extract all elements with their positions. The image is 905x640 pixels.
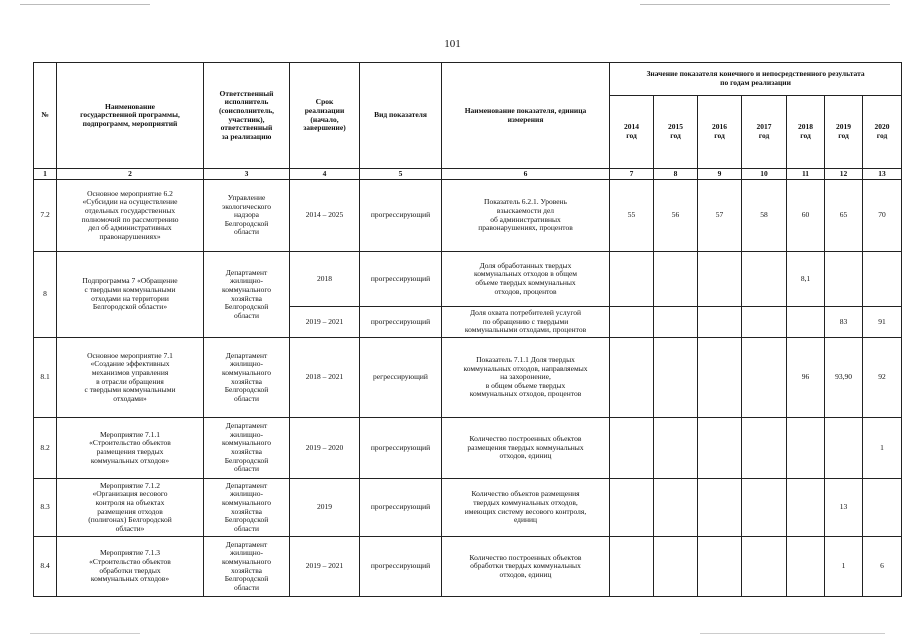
row-name: Основное мероприятие 6.2 «Субсидии на осуществление отдельных государственных полномочий по рассмотрению дел об административных правонарушениях» [57, 180, 204, 252]
header-values-group: Значение показателя конечного и непосредственного результата по годам реализации [610, 63, 902, 96]
row-value [654, 418, 698, 479]
row-name: Основное мероприятие 7.1 «Создание эффективных механизмов управления в отрасли обращения с твердыми коммунальными отходами» [57, 338, 204, 418]
row-value [698, 537, 742, 597]
row-term: 2019 – 2020 [290, 418, 360, 479]
row-term: 2014 – 2025 [290, 180, 360, 252]
header-term: Срок реализации (начало, завершение) [290, 63, 360, 169]
header-kind: Вид показателя [360, 63, 442, 169]
row-value [742, 479, 787, 537]
row-responsible: Управление экологического надзора Белгородской области [204, 180, 290, 252]
column-numbers-row [34, 169, 902, 180]
row-value: 58 [742, 180, 787, 252]
row-value [863, 479, 902, 537]
row-term: 2019 [290, 479, 360, 537]
row-value [698, 252, 742, 307]
table-row [34, 338, 902, 418]
row-value [698, 338, 742, 418]
header-year: 2017 год [742, 96, 787, 169]
row-value [610, 307, 654, 338]
row-number: 8.1 [34, 338, 57, 418]
row-value: 65 [825, 180, 863, 252]
row-indicator: Количество построенных объектов обработки твердых коммунальных отходов, единиц [442, 537, 610, 597]
row-term: 2019 – 2021 [290, 537, 360, 597]
row-value [654, 537, 698, 597]
row-value [742, 338, 787, 418]
row-kind: прогрессирующий [360, 418, 442, 479]
row-name: Мероприятие 7.1.3 «Строительство объектов обработки твердых коммунальных отходов» [57, 537, 204, 597]
header-no: № [34, 63, 57, 169]
row-value: 93,90 [825, 338, 863, 418]
column-number: 3 [204, 169, 290, 180]
page-number: 101 [444, 38, 461, 50]
row-value: 8,1 [787, 252, 825, 307]
row-value: 55 [610, 180, 654, 252]
column-number: 5 [360, 169, 442, 180]
row-responsible: Департамент жилищно- коммунального хозяйства Белгородской области [204, 252, 290, 338]
indicators-table [33, 62, 902, 597]
column-number: 6 [442, 169, 610, 180]
header-year: 2016 год [698, 96, 742, 169]
row-value: 1 [825, 537, 863, 597]
row-value [610, 338, 654, 418]
row-number: 8 [34, 252, 57, 338]
header-year: 2018 год [787, 96, 825, 169]
row-kind: прогрессирующий [360, 537, 442, 597]
column-number: 7 [610, 169, 654, 180]
column-number: 8 [654, 169, 698, 180]
row-number: 8.4 [34, 537, 57, 597]
row-value [610, 418, 654, 479]
row-value [610, 537, 654, 597]
row-indicator: Доля обработанных твердых коммунальных отходов в общем объеме твердых коммунальных отходов, процентов [442, 252, 610, 307]
row-value [610, 252, 654, 307]
column-number: 10 [742, 169, 787, 180]
row-kind: прогрессирующий [360, 307, 442, 338]
column-number: 11 [787, 169, 825, 180]
header-year: 2014 год [610, 96, 654, 169]
row-number: 7.2 [34, 180, 57, 252]
column-number: 4 [290, 169, 360, 180]
row-responsible: Департамент жилищно- коммунального хозяйства Белгородской области [204, 479, 290, 537]
header-responsible: Ответственный исполнитель (соисполнитель, участник), ответственный за реализацию [204, 63, 290, 169]
row-kind: регрессирующий [360, 338, 442, 418]
column-number: 2 [57, 169, 204, 180]
row-value [787, 479, 825, 537]
row-value [787, 537, 825, 597]
header-name: Наименование государственной программы, подпрограмм, мероприятий [57, 63, 204, 169]
row-value [787, 418, 825, 479]
row-value: 1 [863, 418, 902, 479]
row-kind: прогрессирующий [360, 479, 442, 537]
row-responsible: Департамент жилищно- коммунального хозяйства Белгородской области [204, 418, 290, 479]
bottom-rule [30, 633, 140, 634]
row-value: 91 [863, 307, 902, 338]
row-value [787, 307, 825, 338]
column-number: 13 [863, 169, 902, 180]
column-number: 1 [34, 169, 57, 180]
row-value [742, 307, 787, 338]
row-value [742, 537, 787, 597]
row-indicator: Количество объектов размещения твердых коммунальных отходов, имеющих систему весового контроля, единиц [442, 479, 610, 537]
row-value [654, 338, 698, 418]
row-value: 70 [863, 180, 902, 252]
row-value: 83 [825, 307, 863, 338]
row-value [742, 252, 787, 307]
row-name: Подпрограмма 7 «Обращение с твердыми коммунальными отходами на территории Белгородской области» [57, 252, 204, 338]
row-indicator: Показатель 7.1.1 Доля твердых коммунальных отходов, направляемых на захоронение, в общем объеме твердых коммунальных отходов, процентов [442, 338, 610, 418]
row-value [742, 418, 787, 479]
top-rule [640, 4, 890, 5]
top-rule [20, 4, 150, 5]
row-value: 13 [825, 479, 863, 537]
table-row [34, 180, 902, 252]
row-value: 60 [787, 180, 825, 252]
row-value [654, 307, 698, 338]
row-number: 8.3 [34, 479, 57, 537]
row-value [698, 307, 742, 338]
row-responsible: Департамент жилищно- коммунального хозяйства Белгородской области [204, 537, 290, 597]
row-value: 57 [698, 180, 742, 252]
row-value [654, 252, 698, 307]
table-row [34, 479, 902, 537]
row-name: Мероприятие 7.1.1 «Строительство объектов размещения твердых коммунальных отходов» [57, 418, 204, 479]
table-row [34, 537, 902, 597]
header-year: 2019 год [825, 96, 863, 169]
table-row [34, 252, 902, 307]
row-value [654, 479, 698, 537]
row-value: 92 [863, 338, 902, 418]
header-year: 2015 год [654, 96, 698, 169]
row-value [610, 479, 654, 537]
row-indicator: Доля охвата потребителей услугой по обращению с твердыми коммунальными отходами, процентов [442, 307, 610, 338]
header-year: 2020 год [863, 96, 902, 169]
row-term: 2018 – 2021 [290, 338, 360, 418]
row-indicator: Показатель 6.2.1. Уровень взыскаемости дел об административных правонарушениях, процентов [442, 180, 610, 252]
row-value [863, 252, 902, 307]
row-value [825, 418, 863, 479]
row-term: 2019 – 2021 [290, 307, 360, 338]
row-value [698, 418, 742, 479]
row-value [698, 479, 742, 537]
row-value: 56 [654, 180, 698, 252]
row-term: 2018 [290, 252, 360, 307]
row-responsible: Департамент жилищно- коммунального хозяйства Белгородской области [204, 338, 290, 418]
column-number: 9 [698, 169, 742, 180]
row-name: Мероприятие 7.1.2 «Организация весового контроля на объектах размещения отходов (полигонах) Белгородской области» [57, 479, 204, 537]
header-indicator: Наименование показателя, единица измерения [442, 63, 610, 169]
row-kind: прогрессирующий [360, 180, 442, 252]
bottom-rule [700, 633, 885, 634]
column-number: 12 [825, 169, 863, 180]
row-value: 6 [863, 537, 902, 597]
table-row [34, 418, 902, 479]
row-value [825, 252, 863, 307]
row-value: 96 [787, 338, 825, 418]
row-indicator: Количество построенных объектов размещения твердых коммунальных отходов, единиц [442, 418, 610, 479]
row-kind: прогрессирующий [360, 252, 442, 307]
row-number: 8.2 [34, 418, 57, 479]
